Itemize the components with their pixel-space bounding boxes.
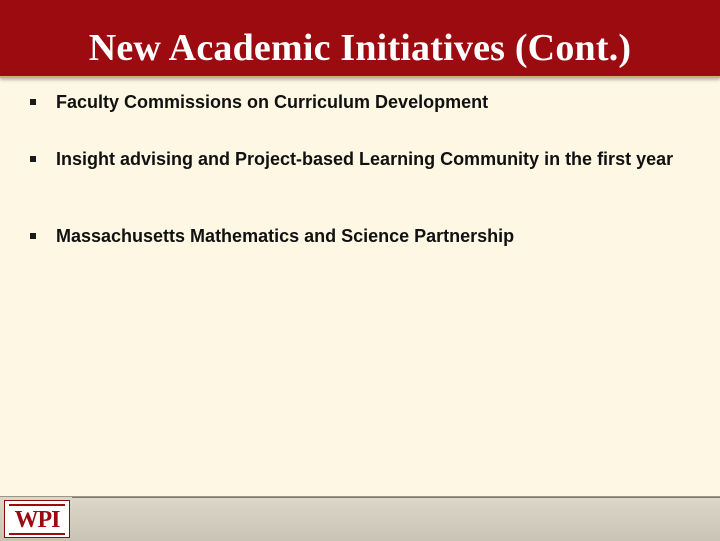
bullet-marker-icon [30,156,36,162]
logo-text: WPI [14,507,60,533]
logo-top-rule [9,504,65,506]
bullet-marker-icon [30,99,36,105]
bullet-text: Massachusetts Mathematics and Science Partnership [56,226,515,246]
bullet-text: Insight advising and Project-based Learning Community in the first year [56,149,674,169]
bullet-marker-icon [30,233,36,239]
footer-bar [0,496,720,541]
slide-title: New Academic Initiatives (Cont.) [88,27,632,69]
bullet-text: Faculty Commissions on Curriculum Development [56,92,489,112]
footer-divider [72,497,720,498]
logo-bottom-rule [9,533,65,535]
wpi-logo [4,500,70,538]
